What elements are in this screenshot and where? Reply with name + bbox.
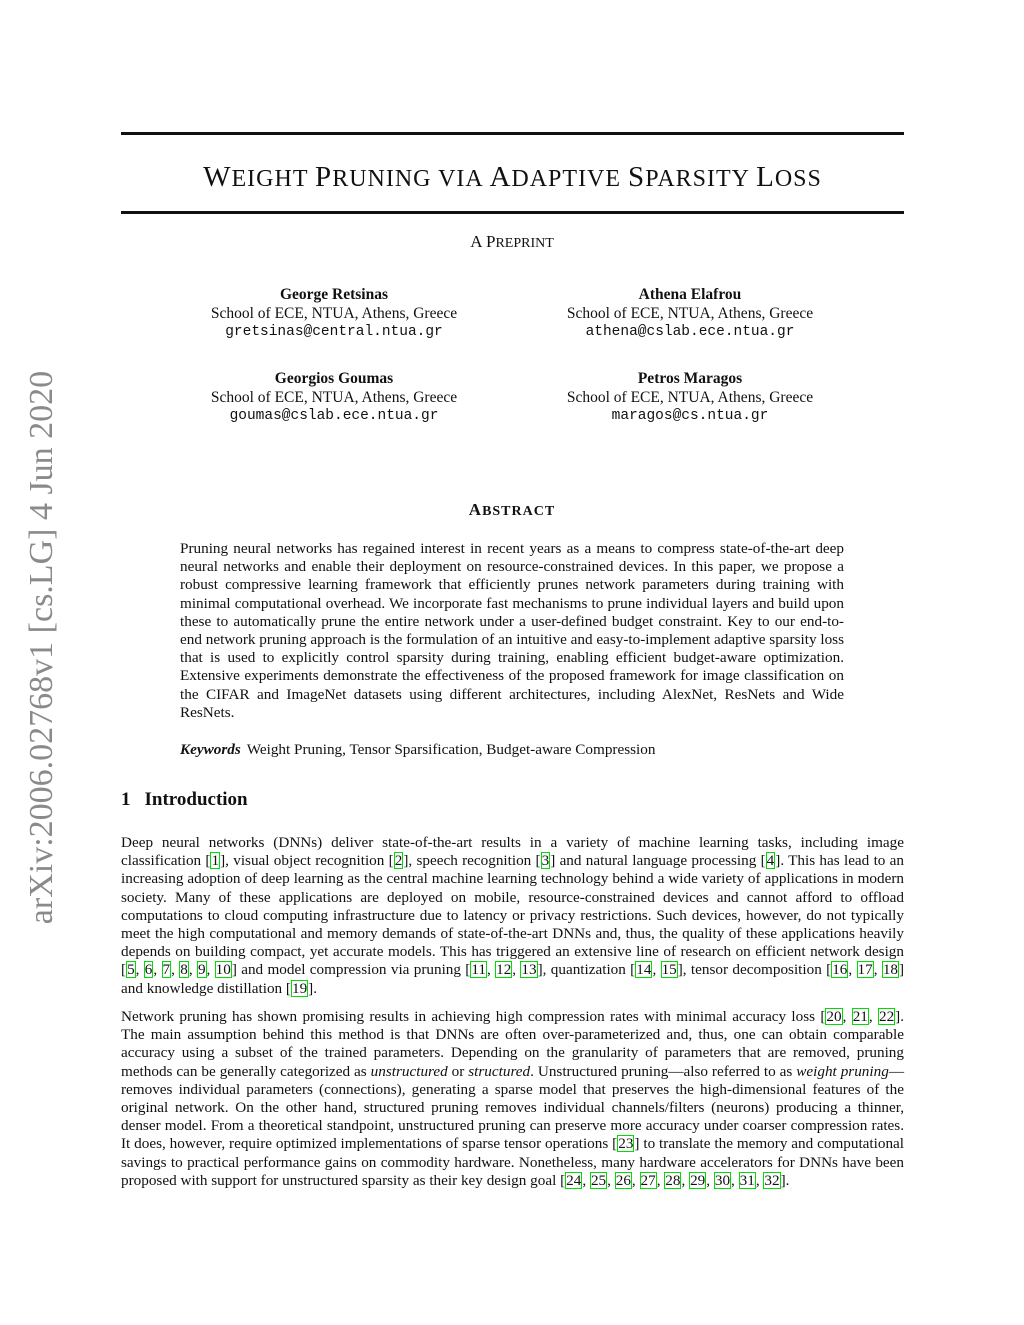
citation-link[interactable]: 32 (764, 1171, 780, 1189)
author-email[interactable]: maragos@cs.ntua.gr (611, 408, 769, 424)
citation-link[interactable]: 20 (826, 1008, 842, 1025)
author-name: Georgios Goumas (274, 370, 394, 387)
citation-link[interactable]: 30 (714, 1171, 731, 1189)
paper-title: WEIGHT PRUNING VIA ADAPTIVE SPARSITY LOSS (203, 161, 822, 193)
citation-link[interactable]: 16 (832, 961, 848, 979)
keywords-label: Keywords (180, 741, 241, 758)
citation-link[interactable]: 24 (566, 1171, 582, 1189)
citation-link[interactable]: 31 (739, 1171, 755, 1189)
citation-link[interactable]: 27 (640, 1171, 656, 1189)
author-name: Petros Maragos (637, 370, 743, 387)
citation-link[interactable]: 3 (541, 852, 550, 870)
citation-link[interactable]: 6 (144, 961, 153, 979)
citation-link[interactable]: 28 (665, 1171, 681, 1189)
author-name: George Retsinas (279, 286, 389, 303)
author-block (174, 369, 494, 426)
author-block (530, 285, 850, 342)
citation-link[interactable]: 25 (590, 1171, 607, 1189)
citation-link[interactable]: 29 (690, 1171, 706, 1189)
title-rule-top (121, 132, 904, 135)
citation-link[interactable]: 22 (878, 1008, 895, 1025)
section-heading (121, 789, 248, 811)
citation-link[interactable]: 11 (471, 961, 486, 979)
keywords-text: Weight Pruning, Tensor Sparsification, Budget-aware Compression (246, 741, 656, 758)
citation-link[interactable]: 13 (521, 961, 537, 979)
author-email[interactable]: goumas@cslab.ece.ntua.gr (229, 408, 439, 424)
body-paragraph: Deep neural networks (DNNs) deliver state-of-the-art results in a variety of machine learning tasks, including image classification [1], visual object recognition [2], speech recognition [3] and natural language processing [4]. This has lead to an increasing adoption of deep learning as the central machine learning technology behind a wide variety of applications in modern society. Many of these applications are deployed on mobile, resource-constrained devices and cannot afford to offload computations to cloud computing infrastructure due to latency or privacy restrictions. Such devices, however, do not typically meet the high computational and memory demands of state-of-the-art DNNs and, thus, the quality of these applications heavily depends on building compact, yet accurate models. This has triggered an extensive line of research on efficient network design [5, 6, 7, 8, 9, 10] and model compression via pruning [11, 12, 13], quantization [14, 15], tensor decomposition [16, 17, 18] and knowledge distillation [19]. (121, 834, 905, 997)
citation-link[interactable]: 23 (618, 1135, 634, 1153)
citation-link[interactable]: 8 (180, 961, 188, 979)
author-affiliation: School of ECE, NTUA, Athens, Greece (210, 389, 458, 406)
author-email[interactable]: athena@cslab.ece.ntua.gr (585, 324, 795, 340)
citation-link[interactable]: 21 (852, 1008, 868, 1025)
abstract-text: Pruning neural networks has regained interest in recent years as a means to compress state-of-the-art deep neural networks and enable their deployment on resource-constrained devices. In this paper, we propose a robust compressive learning framework that efficiently prunes network parameters during training with minimal computational overhead. We incorporate fast mechanisms to prune individual layers and build upon these to automatically prune the entire network under a user-defined budget constraint. Key to our end-to-end network pruning approach is the formulation of an intuitive and easy-to-implement adaptive sparsity loss that is used to explicitly control sparsity during training, enabling efficient budget-aware optimization. Extensive experiments demonstrate the effectiveness of the proposed framework for image classification on the CIFAR and ImageNet datasets using different architectures, including AlexNet, ResNets and Wide ResNets. (180, 540, 844, 721)
title-rule-bottom (121, 211, 904, 214)
author-email[interactable]: gretsinas@central.ntua.gr (225, 324, 443, 340)
author-affiliation: School of ECE, NTUA, Athens, Greece (566, 389, 814, 406)
citation-link[interactable]: 4 (766, 852, 775, 870)
citation-link[interactable]: 2 (394, 852, 403, 870)
author-name: Athena Elafrou (638, 286, 742, 303)
section-title: Introduction (144, 789, 248, 810)
citation-link[interactable]: 5 (127, 961, 135, 979)
citation-link[interactable]: 19 (291, 979, 308, 997)
keywords (180, 741, 844, 759)
citation-link[interactable]: 18 (882, 961, 898, 979)
citation-link[interactable]: 17 (857, 961, 873, 979)
author-block (530, 369, 850, 426)
author-affiliation: School of ECE, NTUA, Athens, Greece (210, 305, 458, 322)
arxiv-identifier: arXiv:2006.02768v1 [cs.LG] 4 Jun 2020 (23, 370, 60, 925)
author-affiliation: School of ECE, NTUA, Athens, Greece (566, 305, 814, 322)
citation-link[interactable]: 10 (215, 961, 231, 979)
abstract-heading: ABSTRACT (468, 500, 556, 519)
author-block (174, 285, 494, 342)
body-paragraph: Network pruning has shown promising results in achieving high compression rates with minimal accuracy loss [20, 21, 22]. The main assumption behind this method is that DNNs are often over-parameterized and, thus, one can obtain comparable accuracy using a subset of the trained parameters. Depending on the granularity of parameters that are removed, pruning methods can be generally categorized as unstructured or structured. Unstructured pruning—also referred to as weight pruning—removes individual parameters (connections), generating a sparse model that preserves the high-dimensional features of the original network. On the other hand, structured pruning removes individual channels/filters (neurons) producing a thinner, denser model. From a theoretical standpoint, unstructured pruning can preserve more accuracy under coarser compression rates. It does, however, require optimized implementations of sparse tensor operations [23] to translate the memory and computational savings to practical performance gains on commodity hardware. Nonetheless, many hardware accelerators for DNNs have been proposed with support for unstructured sparsity as their key design goal [24, 25, 26, 27, 28, 29, 30, 31, 32]. (121, 1008, 905, 1189)
citation-link[interactable]: 7 (162, 961, 171, 979)
preprint-label: A PREPRINT (470, 232, 554, 251)
citation-link[interactable]: 1 (211, 852, 220, 870)
citation-link[interactable]: 14 (636, 961, 652, 979)
section-number: 1 (121, 789, 131, 810)
citation-link[interactable]: 15 (661, 961, 677, 979)
citation-link[interactable]: 9 (197, 961, 206, 979)
citation-link[interactable]: 12 (496, 961, 512, 979)
citation-link[interactable]: 26 (615, 1171, 631, 1189)
